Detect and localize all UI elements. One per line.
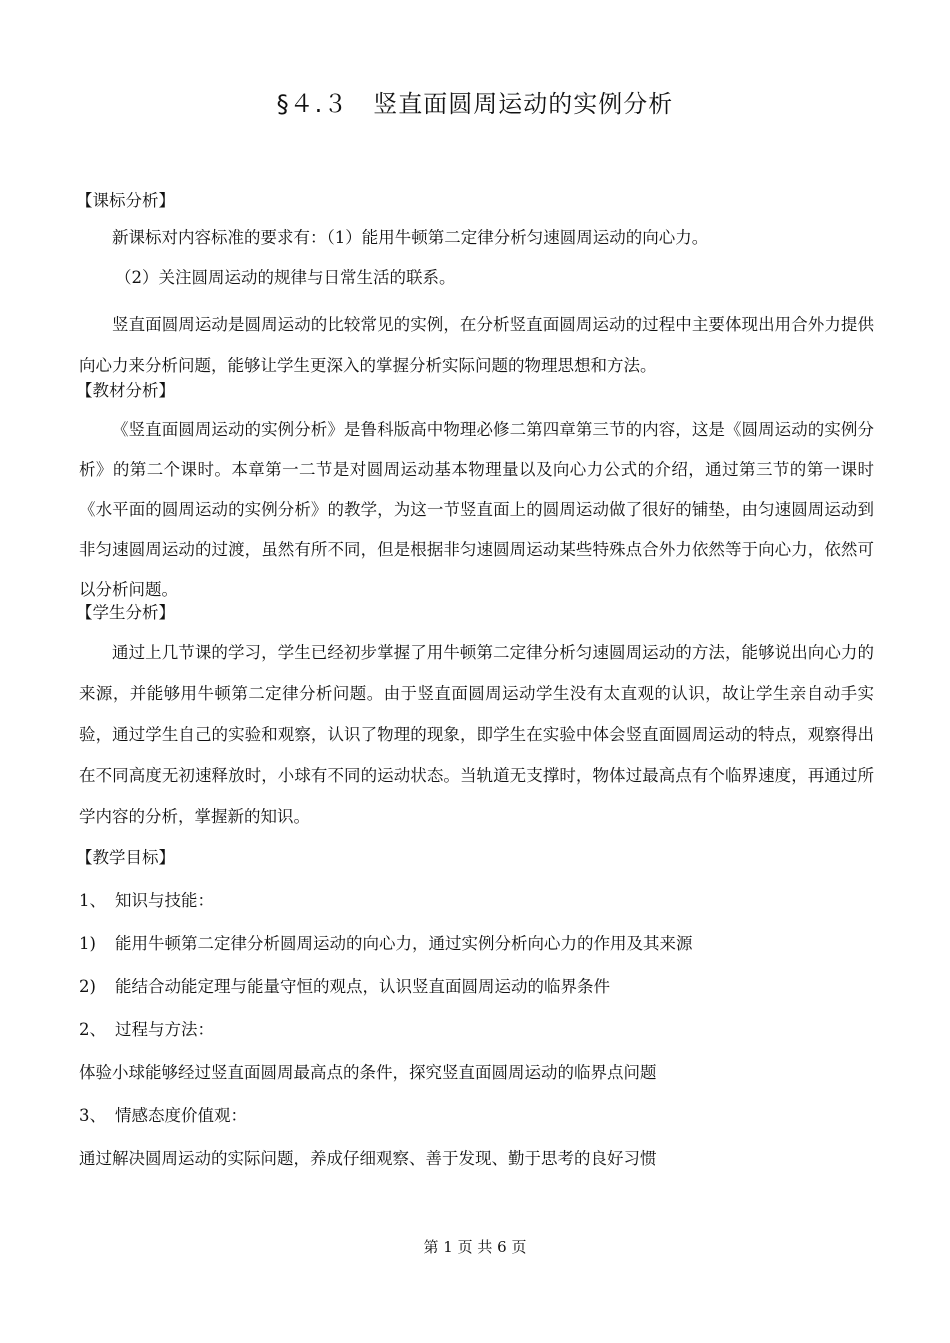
list-item <box>79 922 874 965</box>
list-text: 过程与方法： <box>115 1020 214 1039</box>
section-textbook <box>76 380 874 610</box>
list-item <box>79 879 874 922</box>
list-item <box>79 965 874 1008</box>
list-text: 通过解决圆周运动的实际问题，养成仔细观察、善于发现、勤于思考的良好习惯 <box>79 1149 657 1168</box>
document-body <box>76 190 874 1180</box>
section-students <box>76 602 874 837</box>
page-title: §４.３ 竖直面圆周运动的实例分析 <box>276 90 674 118</box>
list-number: 1) <box>79 934 96 953</box>
list-item <box>79 1008 874 1051</box>
section-curriculum <box>76 190 874 386</box>
section-heading: 【教材分析】 <box>76 381 175 400</box>
list-item <box>79 1094 874 1137</box>
list-item <box>79 1051 874 1094</box>
list-number: 2、 <box>79 1020 106 1039</box>
section-heading: 【课标分析】 <box>76 191 175 210</box>
list-number: 1、 <box>79 891 106 910</box>
paragraph-line: （2）关注圆周运动的规律与日常生活的联系。 <box>115 268 456 287</box>
list-number: 3、 <box>79 1106 106 1125</box>
paragraph-line: 新课标对内容标准的要求有：（1）能用牛顿第二定律分析匀速圆周运动的向心力。 <box>112 228 709 247</box>
paragraph: 《竖直面圆周运动的实例分析》是鲁科版高中物理必修二第四章第三节的内容，这是《圆周运动的实例分析》的第二个课时。本章第一二节是对圆周运动基本物理量以及向心力公式的介绍，通过第三节的第一课时《水平面的圆周运动的实例分析》的教学，为这一节竖直面上的圆周运动做了很好的铺垫，由匀速圆周运动到非匀速圆周运动的过渡，虽然有所不同，但是根据非匀速圆周运动某些特殊点合外力依然等于向心力，依然可以分析问题。 <box>79 420 874 599</box>
list-text: 情感态度价值观： <box>115 1106 247 1125</box>
list-text: 体验小球能够经过竖直面圆周最高点的条件，探究竖直面圆周运动的临界点问题 <box>79 1063 657 1082</box>
list-text: 能用牛顿第二定律分析圆周运动的向心力，通过实例分析向心力的作用及其来源 <box>115 934 693 953</box>
list-text: 知识与技能： <box>115 891 214 910</box>
section-objectives <box>76 847 874 1180</box>
section-heading: 【学生分析】 <box>76 603 175 622</box>
paragraph: 通过上几节课的学习，学生已经初步掌握了用牛顿第二定律分析匀速圆周运动的方法，能够说出向心力的来源，并能够用牛顿第二定律分析问题。由于竖直面圆周运动学生没有太直观的认识，故让学生亲自动手实验，通过学生自己的实验和观察，认识了物理的现象，即学生在实验中体会竖直面圆周运动的特点，观察得出在不同高度无初速释放时，小球有不同的运动状态。当轨道无支撑时，物体过最高点有个临界速度，再通过所学内容的分析，掌握新的知识。 <box>79 643 874 826</box>
page-footer: 第 1 页 共 6 页 <box>423 1238 527 1256</box>
list-item <box>79 1137 874 1180</box>
section-heading: 【教学目标】 <box>76 848 175 867</box>
list-text: 能结合动能定理与能量守恒的观点，认识竖直面圆周运动的临界条件 <box>115 977 610 996</box>
list-number: 2) <box>79 977 96 996</box>
paragraph: 竖直面圆周运动是圆周运动的比较常见的实例，在分析竖直面圆周运动的过程中主要体现出用合外力提供向心力来分析问题，能够让学生更深入的掌握分析实际问题的物理思想和方法。 <box>79 315 874 375</box>
